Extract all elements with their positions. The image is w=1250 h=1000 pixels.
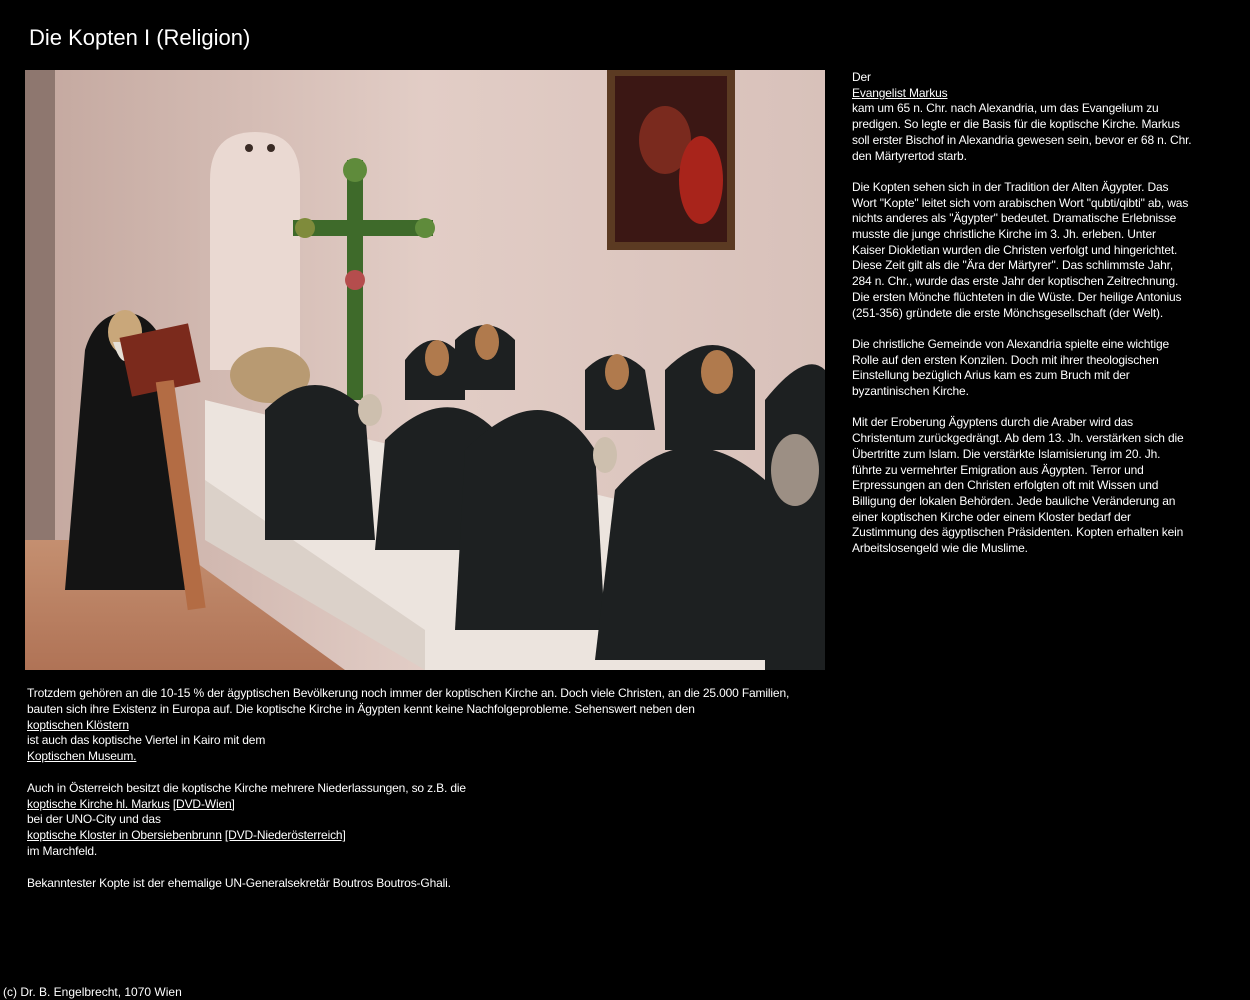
side-text (852, 70, 1192, 572)
side-paragraph-tradition: Die Kopten sehen sich in der Tradition der Alten Ägypter. Das Wort "Kopte" leitet sich vom arabischen Wort "qubti/qibti" ab, was nichts anderes als "Ägypter" bedeutet. Dramatische Erlebnisse musste die junge christliche Kirche im 3. Jh. erleben. Unter Kaiser Diokletian wurden die Christen verfolgt und hingerichtet. Diese Zeit gilt als die "Ära der Märtyrer". Das schlimmste Jahr, 284 n. Chr., wurde das erste Jahr der koptischen Zeitrechnung. Die ersten Mönche flüchteten in die Wüste. Der heilige Antonius (251-356) gründete die erste Mönchsgesellschaft (der Welt). (852, 179, 1189, 320)
bottom-text-uno-city: bei der UNO-City und das (27, 812, 161, 827)
bottom-text-marchfeld: im Marchfeld. (27, 843, 98, 858)
dvd-niederoesterreich-link[interactable]: [DVD-Niederösterreich] (224, 828, 346, 843)
koptisches-kloster-link[interactable]: koptische Kloster in Obersiebenbrunn (27, 828, 222, 843)
bottom-text (27, 686, 807, 907)
bottom-paragraph-austria (27, 781, 807, 860)
side-paragraph-islam: Mit der Eroberung Ägyptens durch die Araber wird das Christentum zurückgedrängt. Ab dem 13. Jh. verstärken sich die Übertritte zum Islam. Die verstärkte Islamisierung im 20. Jh. führte zu vermehrter Emigration aus Ägypten. Terror und Erpressungen an den Christen erfolgten oft mit Wissen und Billigung der lokalen Behörden. Jede bauliche Veränderung an einer koptischen Kirche oder einem Kloster bedarf der Zustimmung des ägyptischen Präsidenten. Kopten erhalten kein Arbeitslosengeld wie die Muslime. (852, 415, 1184, 556)
main-photo (25, 70, 825, 670)
bottom-text-viertel: ist auch das koptische Viertel in Kairo mit dem (27, 733, 266, 748)
bottom-paragraph-ghali: Bekanntester Kopte ist der ehemalige UN-Generalsekretär Boutros Boutros-Ghali. (27, 875, 451, 890)
evangelist-markus-link[interactable]: Evangelist Markus (852, 85, 948, 100)
koptische-kloester-link[interactable]: koptischen Klöstern (27, 717, 129, 732)
side-paragraph-markus (852, 70, 1192, 164)
copyright-footer: (c) Dr. B. Engelbrecht, 1070 Wien (3, 985, 182, 999)
koptische-kirche-markus-link[interactable]: koptische Kirche hl. Markus (27, 796, 170, 811)
page-title: Die Kopten I (Religion) (29, 25, 251, 50)
bottom-text-austria: Auch in Österreich besitzt die koptische Kirche mehrere Niederlassungen, so z.B. die (27, 780, 466, 795)
coptic-monks-photo (25, 70, 825, 670)
side-paragraph-alexandria: Die christliche Gemeinde von Alexandria spielte eine wichtige Rolle auf den ersten Konzilen. Doch mit ihrer theologischen Einstellung bezüglich Arius kam es zum Bruch mit der byzantinischen Kirche. (852, 336, 1170, 399)
side-text-markus: kam um 65 n. Chr. nach Alexandria, um das Evangelium zu predigen. So legte er die Basis für die koptische Kirche. Markus soll erster Bischof in Alexandria gewesen sein, bevor er 68 n. Chr. den Märtyrertod starb. (852, 101, 1192, 163)
side-text-der: Der (852, 70, 871, 84)
koptisches-museum-link[interactable]: Koptischen Museum. (27, 749, 137, 764)
dvd-wien-link[interactable]: [DVD-Wien] (172, 796, 235, 811)
bottom-text-population: Trotzdem gehören an die 10-15 % der ägyptischen Bevölkerung noch immer der koptischen Kirche an. Doch viele Christen, an die 25.000 Familien, bauten sich ihre Existenz in Europa auf. Die koptische Kirche in Ägypten kennt keine Nachfolgeprobleme. Sehenswert neben den (27, 686, 790, 716)
bottom-paragraph-population (27, 686, 807, 765)
